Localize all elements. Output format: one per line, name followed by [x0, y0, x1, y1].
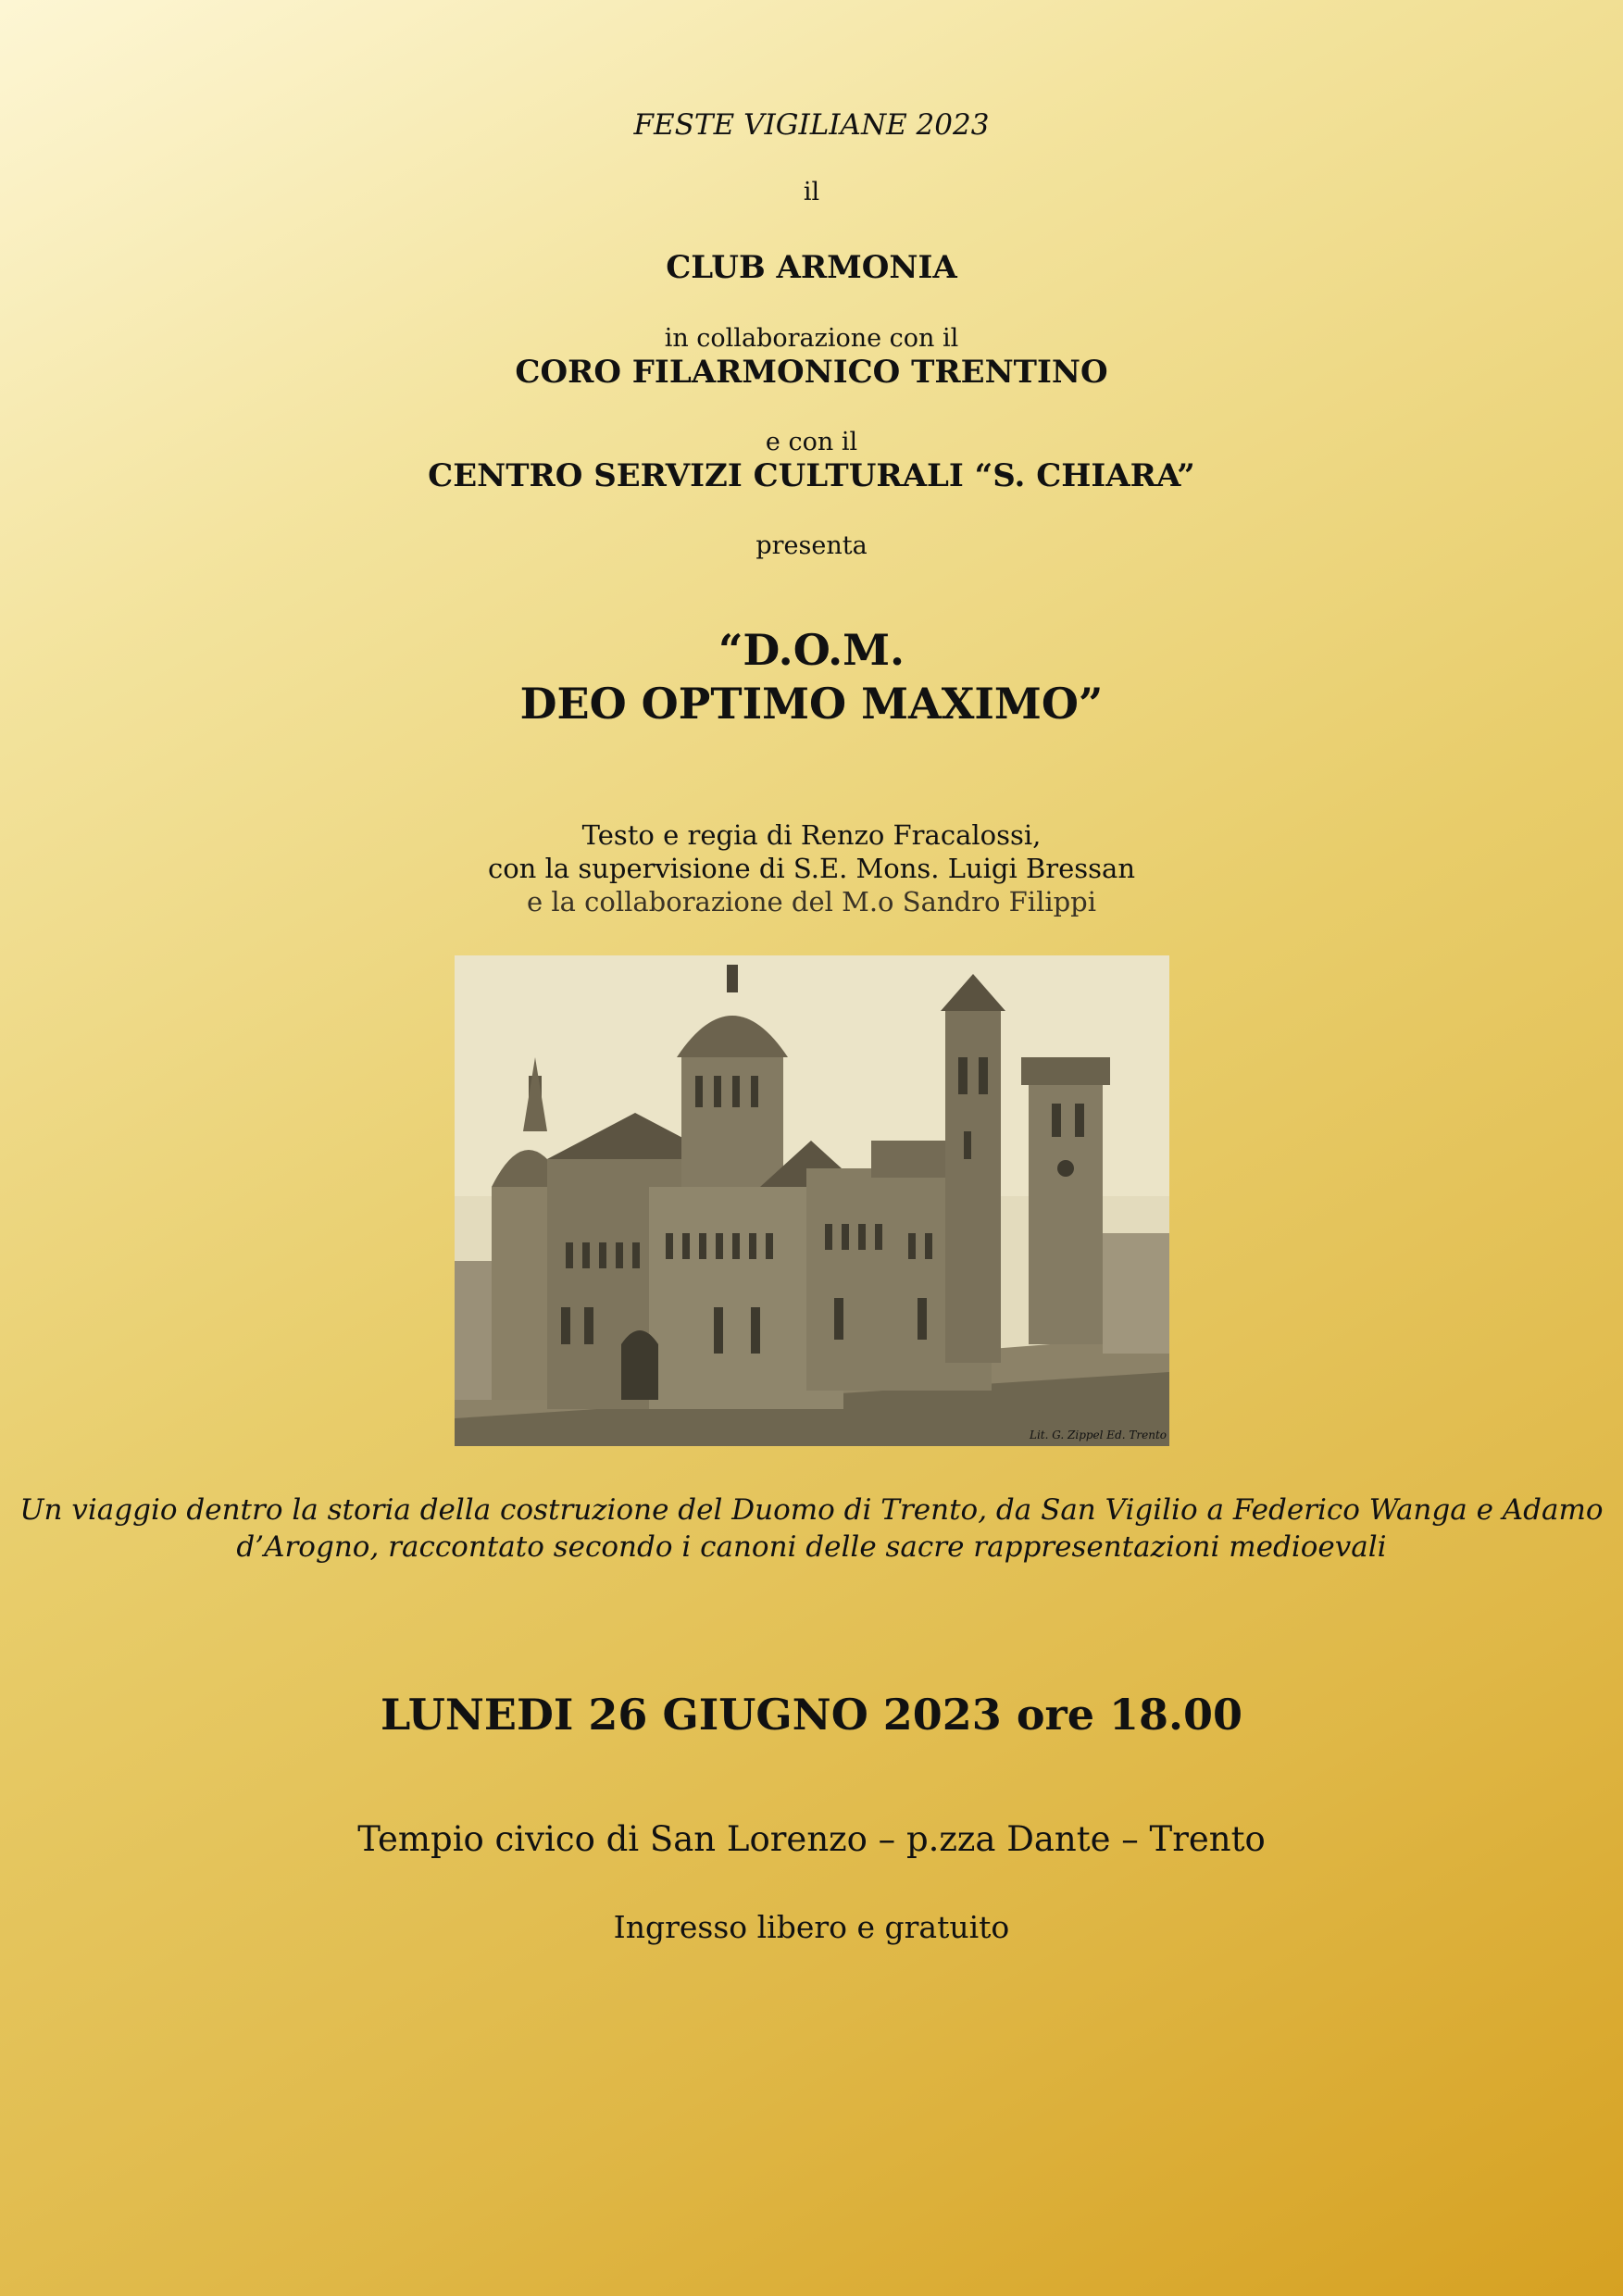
- presents-text: presenta: [755, 531, 868, 560]
- festival-title: FESTE VIGILIANE 2023: [633, 108, 990, 142]
- credits-line-2: con la supervisione di S.E. Mons. Luigi Bressan: [487, 853, 1136, 884]
- article-text: il: [803, 178, 820, 206]
- event-venue: Tempio civico di San Lorenzo – p.zza Dante – Trento: [357, 1819, 1266, 1859]
- collaborator-centre: CENTRO SERVIZI CULTURALI “S. CHIARA”: [428, 457, 1195, 494]
- show-title-line-2: DEO OPTIMO MAXIMO”: [519, 679, 1104, 729]
- collaborator-choir: CORO FILARMONICO TRENTINO: [515, 354, 1108, 391]
- description-line-1: Un viaggio dentro la storia della costruzione del Duomo di Trento, da San Vigilio a Federico Wanga e Adamo: [19, 1493, 1604, 1527]
- admission-note: Ingresso libero e gratuito: [613, 1909, 1010, 1945]
- credits-line-3: e la collaborazione del M.o Sandro Filippi: [526, 886, 1097, 917]
- cathedral-engraving-icon: [455, 955, 1169, 1446]
- credits-line-1: Testo e regia di Renzo Fracalossi,: [581, 819, 1042, 851]
- description-line-2: d’Arogno, raccontato secondo i canoni delle sacre rappresentazioni medioevali: [236, 1530, 1387, 1564]
- club-name: CLUB ARMONIA: [666, 249, 957, 286]
- show-title-line-1: “D.O.M.: [718, 625, 905, 675]
- collaboration-intro: in collaborazione con il: [664, 324, 959, 353]
- collaboration-intro-2: e con il: [765, 428, 858, 456]
- event-date: LUNEDI 26 GIUGNO 2023 ore 18.00: [380, 1690, 1243, 1740]
- illustration-caption: Lit. G. Zippel Ed. Trento: [1029, 1429, 1167, 1441]
